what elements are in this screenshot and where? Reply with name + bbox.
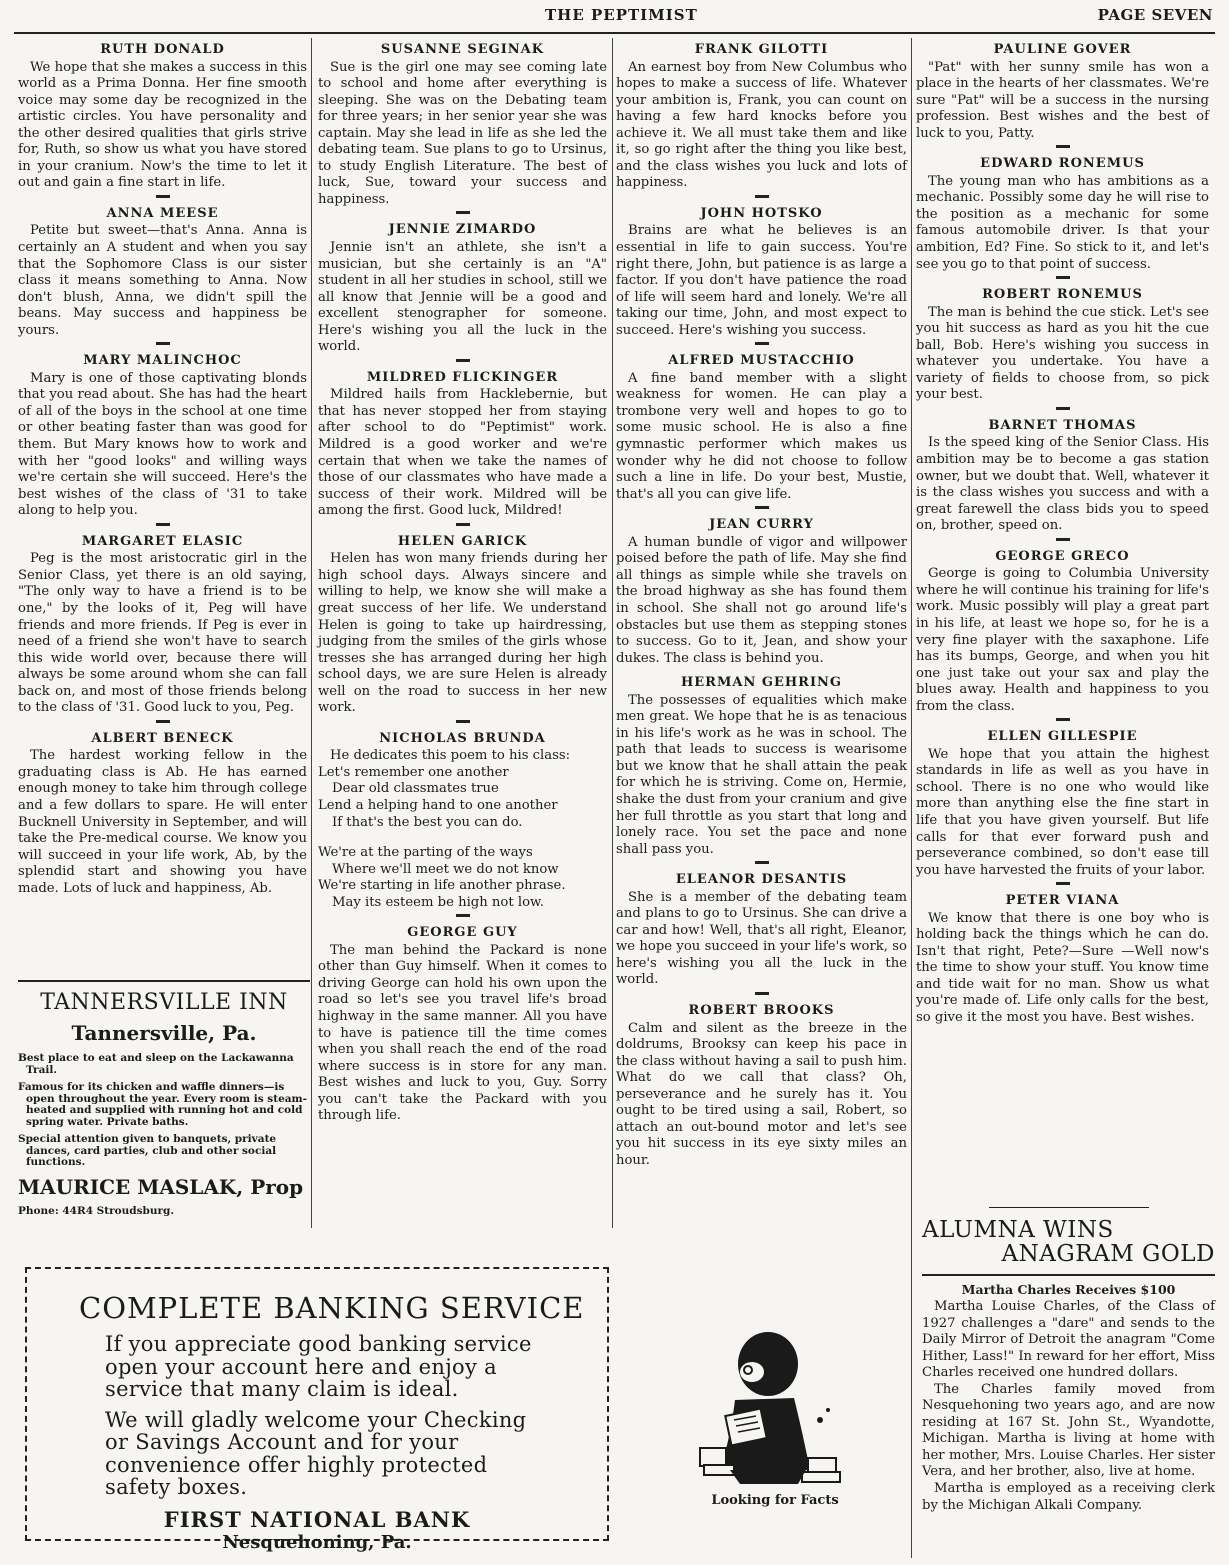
separator-dash xyxy=(1056,538,1070,541)
page-header xyxy=(0,0,1229,34)
article-body: An earnest boy from New Columbus who hopes to make a success of life. Whatever your ambition is, Frank, you can count on having a few hard knocks before you achieve it. We all must take them and like it, so go right after the thing you like best, and the class wishes you luck and lots of happiness. xyxy=(616,59,907,191)
article xyxy=(916,549,1209,721)
article xyxy=(916,42,1209,148)
poem-line: If that's the best you can do. xyxy=(332,814,523,830)
article-heading: ALBERT BENECK xyxy=(91,730,234,746)
article-heading: JENNIE ZIMARDO xyxy=(388,222,537,238)
column-rule xyxy=(612,38,613,1228)
bank-town: Nesquehoning, Pa. xyxy=(222,1531,412,1553)
separator-dash xyxy=(156,720,170,723)
article-body: We know that there is one boy who is holding back the things which he can do. Isn't that right, Pete?—Sure —Well now's the time to show your stuff. You know time and tide wait for no man. Show us what you're made of. Life only calls for the best, so give it the most you have. Best wishes. xyxy=(916,910,1209,1025)
article-heading: HELEN GARICK xyxy=(397,533,528,549)
article-body: The young man who has ambitions as a mechanic. Possibly some day he will rise to the position as a mechanic for some famous automobile driver. Is that your ambition, Ed? Fine. So stick to it, and let's see you go to that point of success. xyxy=(916,173,1209,272)
article-heading: ALFRED MUSTACCHIO xyxy=(668,353,855,369)
article xyxy=(616,1003,907,1169)
inn-line: Famous for its chicken and waffle dinners—is open throughout the year. Every room is steam-heated and supplied with running hot and cold spring water. Private baths. xyxy=(18,1081,308,1128)
alumna-article xyxy=(922,1207,1215,1514)
poem-line: Let's remember one another xyxy=(318,764,509,780)
tannersville-inn-ad xyxy=(18,980,310,1217)
separator-rule xyxy=(989,1207,1149,1208)
inn-line: Best place to eat and sleep on the Lackawanna Trail. xyxy=(18,1052,294,1076)
inn-town: Tannersville, Pa. xyxy=(71,1021,257,1045)
article-heading: ROBERT RONEMUS xyxy=(982,287,1143,303)
article-heading: BARNET THOMAS xyxy=(988,417,1137,433)
article xyxy=(616,872,907,995)
bank-name: FIRST NATIONAL BANK xyxy=(163,1506,471,1532)
separator-dash xyxy=(156,195,170,198)
article xyxy=(318,222,607,361)
separator-dash xyxy=(456,914,470,917)
header-rule xyxy=(14,32,1215,34)
alumna-headline: ANAGRAM GOLD xyxy=(1001,1241,1215,1267)
article-body: The man behind the Packard is none other than Guy himself. When it comes to driving George can hold his own upon the road so let's see you travel life's broad highway in the same manner. All you have to have is patience till the time comes when you shall reach the end of the road where success is in store for any man. Best wishes and luck to you, Guy. Sorry you can't take the Packard with you through life. xyxy=(318,942,607,1124)
poem-line: Where we'll meet we do not know xyxy=(332,861,559,877)
article-heading: GEORGE GUY xyxy=(407,925,518,941)
article xyxy=(916,418,1209,541)
poem-line: Lend a helping hand to one another xyxy=(318,797,558,813)
inn-phone: Phone: 44R4 Stroudsburg. xyxy=(18,1204,175,1217)
article-body: "Pat" with her sunny smile has won a place in the hearts of her classmates. We're sure "Pat" will be a success in the nursing profession. Best wishes and the best of luck to you, Patty. xyxy=(916,59,1209,141)
article-body: Mildred hails from Hacklebernie, but that has never stopped her from staying after school to do "Peptimist" work. Mildred is a good worker and we're certain that when we take the names of those of our classmates who have made a success of their work. Mildred will be among the first. Good luck, Mildred! xyxy=(318,387,607,519)
stanza-gap xyxy=(318,831,607,845)
article-heading: PAULINE GOVER xyxy=(993,42,1132,57)
article-heading: ROBERT BROOKS xyxy=(688,1002,835,1018)
article-body: Sue is the girl one may see coming late to school and home after everything is sleeping. She was on the Debating team for three years; in her senior year she was captain. May she lead in life as she led the debating team. Sue plans to go to Ursinus, to study English Literature. The best of luck, Sue, toward your success and happiness. xyxy=(318,59,607,207)
article-body: The Charles family moved from Nesquehoning two years ago, and are now residing at 167 St. John St., Wyandotte, Michigan. Martha is living at home with her mother, Mrs. Louise Charles. Her sister Vera, and her brother, also, live at home. xyxy=(922,1381,1215,1480)
article xyxy=(18,731,307,897)
separator-dash xyxy=(456,359,470,362)
article-heading: FRANK GILOTTI xyxy=(694,42,829,57)
article xyxy=(318,42,607,214)
article xyxy=(318,925,607,1125)
article-heading: JOHN HOTSKO xyxy=(700,205,823,221)
article xyxy=(18,206,307,345)
reading-figure-cartoon xyxy=(690,1320,850,1490)
article-heading: ELLEN GILLESPIE xyxy=(987,729,1138,745)
bank-headline: COMPLETE BANKING SERVICE xyxy=(79,1291,585,1325)
article xyxy=(616,42,907,198)
poem-article xyxy=(318,731,607,917)
article-body: Brains are what he believes is an essential in life to gain success. You're right there, John, but patience is as large a factor. If you don't have patience the road of life will seem hard and lonely. We're all taking our time, John, and most expect to succeed. Here's wishing you success. xyxy=(616,223,907,338)
article-heading: EDWARD RONEMUS xyxy=(980,156,1145,172)
article xyxy=(616,517,907,667)
poem-line: Dear old classmates true xyxy=(332,781,499,797)
separator-dash xyxy=(156,342,170,345)
inn-proprietor: MAURICE MASLAK, Prop xyxy=(18,1174,304,1199)
column-4 xyxy=(916,40,1209,1035)
separator-dash xyxy=(456,211,470,214)
article xyxy=(318,370,607,526)
poem-line: We're at the parting of the ways xyxy=(318,845,533,861)
article xyxy=(318,534,607,723)
separator-dash xyxy=(1056,276,1070,279)
poem-intro: He dedicates this poem to his class: xyxy=(330,748,571,764)
article-body: Is the speed king of the Senior Class. His ambition may be to become a gas station owner, but we doubt that. Well, whatever it is the class wishes you success and with a great farewell the class bids you to speed on, brother, speed on. xyxy=(916,435,1209,534)
article-heading: RUTH DONALD xyxy=(100,42,225,57)
article-heading: HERMAN GEHRING xyxy=(680,675,843,691)
bank-paragraph: If you appreciate good banking service open your account here and enjoy a service that many claim is ideal. xyxy=(105,1332,532,1401)
article xyxy=(18,353,307,525)
article xyxy=(18,42,307,198)
column-2 xyxy=(318,40,607,1133)
article-body: Peg is the most aristocratic girl in the Senior Class, yet there is an old saying, "The only way to have a friend is to be one," by the looks of it, Peg will have friends and more friends. If Peg is ever in need of a friend she won't have to search this wide world over, because there will always be some around whom she can fall back on, and most of those friends belong to the class of '31. Good luck to you, Peg. xyxy=(18,551,307,716)
separator-dash xyxy=(1056,407,1070,410)
bank-paragraph: We will gladly welcome your Checking or Savings Account and for your convenience offer highly protected safety boxes. xyxy=(105,1407,527,1499)
separator-dash xyxy=(456,720,470,723)
bank-ad xyxy=(25,1267,609,1553)
article-body: Helen has won many friends during her high school days. Always sincere and willing to help, we know she will make a great success of her life. We understand Helen is going to take up hairdressing, judging from the smiles of the girls whose tresses she has arranged during her high school days, we are sure Helen is already well on the road to success in her new work. xyxy=(318,551,607,716)
article xyxy=(916,156,1209,279)
article-body: Martha Louise Charles, of the Class of 1927 challenges a "dare" and sends to the Daily Mirror of Detroit the anagram "Come Hither, Lass!" In reward for her effort, Miss Charles received one hundred dollars. xyxy=(922,1299,1215,1381)
separator-dash xyxy=(1056,718,1070,721)
article-body: Jennie isn't an athlete, she isn't a musician, but she certainly is an "A" student in all her studies in school, still we all know that Jennie will be a good and excellent stenographer for someone. Here's wishing you all the luck in the world. xyxy=(318,240,607,355)
poem-line: We're starting in life another phrase. xyxy=(318,878,566,894)
article-body: George is going to Columbia University where he will continue his training for life's work. Music possibly will play a great part in his life, at least we hope so, for he is a very fine player with the saxaphone. Life has its bumps, George, and when you hit one just take out your sax and play the blues away. Health and happiness to you from the class. xyxy=(916,566,1209,714)
inn-line: Special attention given to banquets, private dances, card parties, club and other social functions. xyxy=(18,1133,277,1168)
poem-line: May its esteem be high not low. xyxy=(332,894,544,910)
article-body: Martha is employed as a receiving clerk by the Michigan Alkali Company. xyxy=(922,1481,1215,1513)
article-body: The man is behind the cue stick. Let's see you hit success as hard as you hit the cue ball, Bob. Here's wishing you success in whatever you undertake. You have a variety of fields to choose from, so pick your best. xyxy=(916,304,1209,403)
article-heading: ELEANOR DESANTIS xyxy=(675,872,848,888)
article-heading: GEORGE GRECO xyxy=(995,548,1130,564)
article-heading: MILDRED FLICKINGER xyxy=(366,369,559,385)
article-body: We hope that she makes a success in this world as a Prima Donna. Her fine smooth voice may some day be recognized in the artistic circles. You have personality and the other desired qualities that girls strive for, Ruth, so show us what you have stored in your cranium. Now's the time to let it out and gain a fine start in life. xyxy=(18,59,307,191)
headline-rule xyxy=(922,1274,1215,1276)
article-body: We hope that you attain the highest standards in life as well as you have in school. There is no one who would like more than anything else the fine start in life that you have given yourself. But life calls for that ever forward push and perseverance combined, so don't ease till you have harvested the fruits of your labor. xyxy=(916,746,1209,878)
article-body: The hardest working fellow in the graduating class is Ab. He has earned enough money to take him through college and a few dollars to spare. He will enter Bucknell University in September, and will take the Pre-medical course. We know you will succeed in your life work, Ab, by the splendid start and showing you have made. Lots of luck and happiness, Ab. xyxy=(18,748,307,896)
separator-dash xyxy=(755,861,769,864)
article-heading: ANNA MEESE xyxy=(106,205,219,221)
article xyxy=(616,206,907,345)
article-body: A fine band member with a slight weakness for women. He can play a trombone very well and hopes to go to some music school. He is also a fine gymnastic performer which makes us wonder why he did not choose to follow such a line in life. Do your best, Mustie, that's all you can give life. xyxy=(616,370,907,502)
article-body: The possesses of equalities which make men great. We hope that he is as tenacious in his life's work as he was in school. The path that leads to success is wearisome but we know that he shall attain the peak for which he is striving. Come on, Hermie, shake the dust from your cranium and give her full throttle as you start that long and lonely race. You set the pace and none shall pass you. xyxy=(616,692,907,857)
column-rule xyxy=(911,38,912,1558)
separator-dash xyxy=(755,342,769,345)
separator-dash xyxy=(755,195,769,198)
article xyxy=(18,534,307,723)
separator-dash xyxy=(755,506,769,509)
separator-dash xyxy=(156,523,170,526)
alumna-subhead: Martha Charles Receives $100 xyxy=(961,1282,1176,1297)
article-body: Petite but sweet—that's Anna. Anna is certainly an A student and when you say that the Sophomore Class is our sister class it means something to Anna. Now don't blush, Anna, we didn't spill the beans. May success and happiness be yours. xyxy=(18,223,307,338)
cartoon-caption: Looking for Facts xyxy=(711,1493,839,1508)
newspaper-title: THE PEPTIMIST xyxy=(545,6,698,24)
page-number: PAGE SEVEN xyxy=(1097,6,1213,24)
article-heading: SUSANNE SEGINAK xyxy=(380,42,545,57)
separator-dash xyxy=(755,992,769,995)
column-rule xyxy=(311,38,312,1228)
article-heading: JEAN CURRY xyxy=(709,517,814,533)
article xyxy=(916,729,1209,885)
article xyxy=(916,287,1209,410)
inn-name: TANNERSVILLE INN xyxy=(40,990,288,1015)
article-heading: NICHOLAS BRUNDA xyxy=(379,730,546,746)
separator-dash xyxy=(1056,145,1070,148)
article-heading: MARGARET ELASIC xyxy=(81,533,244,549)
alumna-headline: ALUMNA WINS xyxy=(922,1217,1114,1243)
article xyxy=(616,675,907,864)
article xyxy=(616,353,907,509)
column-3 xyxy=(616,40,907,1177)
article-body: Mary is one of those captivating blonds that you read about. She has had the heart of all of the boys in the school at one time or other beating faster than was good for them. But Mary knows how to work and with her "good looks" and willing ways we're certain she will succeed. Here's the best wishes of the class of '31 to take along to help you. xyxy=(18,370,307,519)
column-1 xyxy=(18,40,307,905)
article-body: Calm and silent as the breeze in the doldrums, Brooksy can keep his pace in the class without having a sail to push him. What do we call that class? Oh, perseverance and he surely has it. You ought to be tired using a sail, Robert, so attach an out-bound motor and let's see you hit success in its eye sixty miles an hour. xyxy=(616,1020,907,1168)
separator-dash xyxy=(456,523,470,526)
article-heading: PETER VIANA xyxy=(1005,893,1120,909)
article-body: She is a member of the debating team and plans to go to Ursinus. She can drive a car and how! Well, that's all right, Eleanor, we hope you succeed in your life's work, so here's wishing you all the luck in the world. xyxy=(616,889,907,988)
article-heading: MARY MALINCHOC xyxy=(83,353,242,369)
separator-dash xyxy=(1056,882,1070,885)
article xyxy=(916,893,1209,1026)
article-body: A human bundle of vigor and willpower poised before the path of life. May she find all things as simple while she travels on the broad highway as she has found them in school. She shall not go around life's obstacles but use them as stepping stones to success. Go to it, Jean, and show your dukes. The class is behind you. xyxy=(616,534,907,666)
